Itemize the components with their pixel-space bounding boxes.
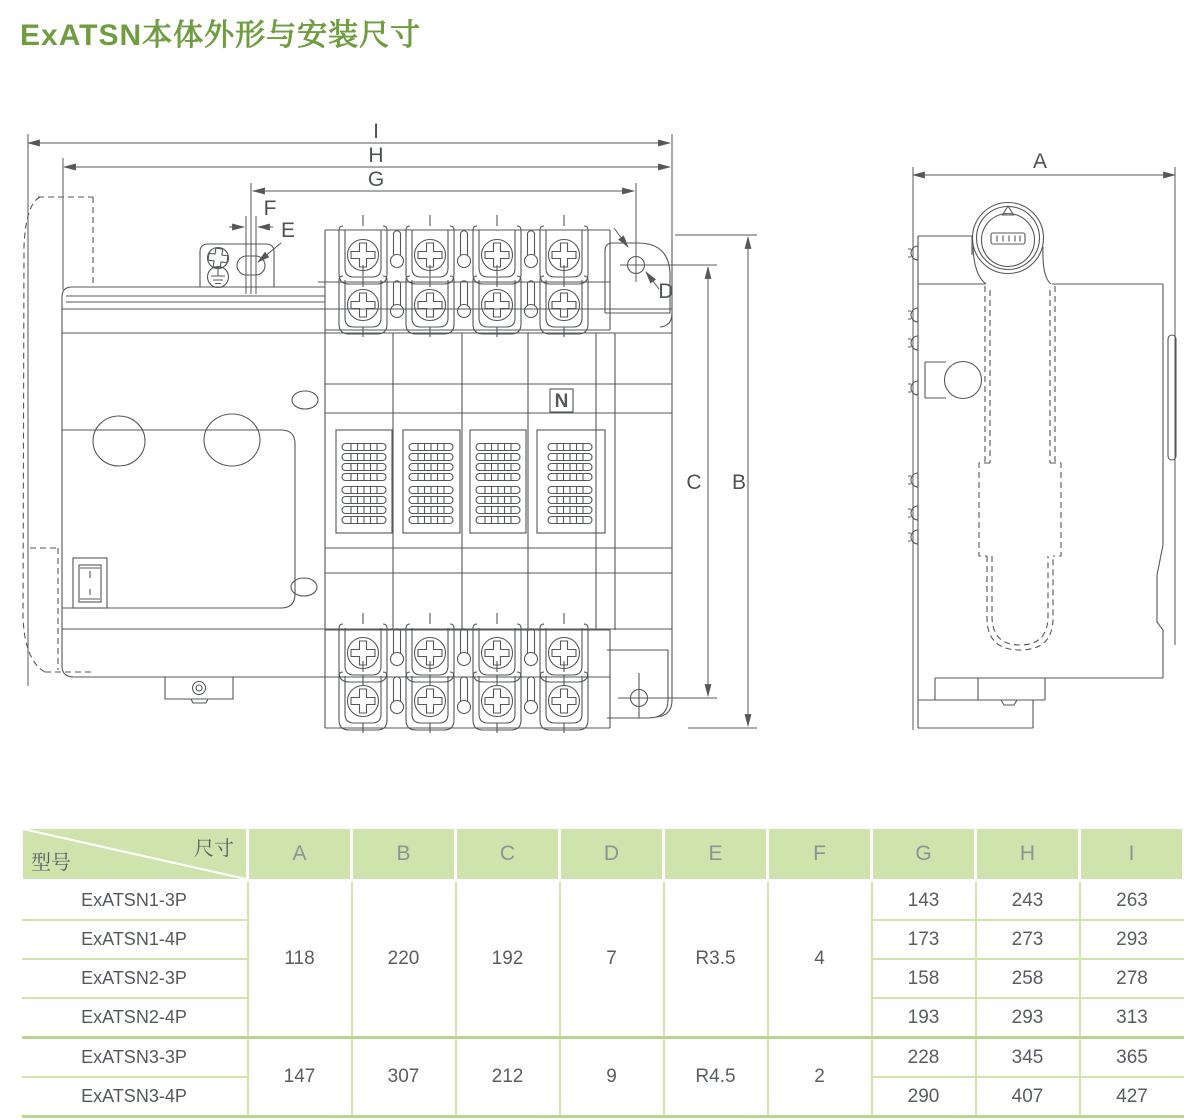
col-header-e: E [664,828,768,881]
group2-d: 9 [560,1038,664,1117]
value-i: 263 [1080,881,1184,921]
model-name: ExATSN3-4P [22,1077,248,1117]
value-h: 345 [976,1038,1080,1078]
front-body-outline [62,230,672,728]
dim-label-b: B [731,471,747,494]
value-i: 313 [1080,998,1184,1038]
table-corner-cell [22,828,248,881]
group1-b: 220 [352,881,456,1038]
group2-f: 2 [768,1038,872,1117]
bottom-right-mounting-tab [607,650,668,718]
value-g: 193 [872,998,976,1038]
model-name: ExATSN2-4P [22,998,248,1038]
side-view-drawing [890,140,1200,750]
value-h: 243 [976,881,1080,921]
front-panel-features [62,389,573,608]
page-title: ExATSN本体外形与安装尺寸 [20,19,422,52]
table-row [22,1038,1184,1078]
model-name: ExATSN3-3P [22,1038,248,1078]
side-body-outline [918,236,1176,728]
dim-label-i: I [373,120,379,143]
table-row [22,881,1184,921]
col-header-b: B [352,828,456,881]
top-terminal-block [318,215,610,337]
value-i: 278 [1080,959,1184,998]
group1-a: 118 [248,881,352,1038]
value-g: 173 [872,920,976,959]
group1-f: 4 [768,881,872,1038]
value-h: 258 [976,959,1080,998]
dim-label-c: C [686,471,702,494]
col-header-d: D [560,828,664,881]
group2-c: 212 [456,1038,560,1117]
dim-label-a: A [1032,150,1048,173]
rotary-knob [973,203,1052,285]
n-pole-marker: N [554,391,569,412]
value-g: 158 [872,959,976,998]
col-header-i: I [1080,828,1184,881]
side-dimension-lines [913,167,1175,730]
value-g: 228 [872,1038,976,1078]
model-name: ExATSN1-3P [22,881,248,921]
top-left-mounting-tab [200,244,274,288]
group1-d: 7 [560,881,664,1038]
value-g: 290 [872,1077,976,1117]
col-header-f: F [768,828,872,881]
dim-label-h: H [368,144,384,167]
side-bottom-foot [978,678,1045,705]
dim-label-g: G [367,168,385,191]
group2-b: 307 [352,1038,456,1117]
value-h: 407 [976,1077,1080,1117]
handle-slot-dashed [979,286,1061,650]
bottom-foot-tab [165,677,233,703]
dim-label-d: D [658,280,674,303]
bottom-terminal-block [318,613,610,733]
value-h: 273 [976,920,1080,959]
label-plate [62,430,295,608]
dim-label-e: E [280,219,296,242]
group1-e: R3.5 [664,881,768,1038]
value-h: 293 [976,998,1080,1038]
group2-a: 147 [248,1038,352,1117]
dim-label-f: F [263,197,277,220]
vent-grilles [336,430,605,533]
value-i: 427 [1080,1077,1184,1117]
group1-c: 192 [456,881,560,1038]
group2-e: R4.5 [664,1038,768,1117]
dimension-table [20,826,1185,1118]
corner-label-model: 型号 [31,852,71,874]
model-name: ExATSN1-4P [22,920,248,959]
model-name: ExATSN2-3P [22,959,248,998]
side-attachment-dashed-outline [23,197,93,672]
toggle-switch [73,558,107,608]
col-header-h: H [976,828,1080,881]
front-view-drawing [10,110,780,800]
value-i: 293 [1080,920,1184,959]
table-header-row [22,828,1184,881]
col-header-g: G [872,828,976,881]
value-i: 365 [1080,1038,1184,1078]
col-header-c: C [456,828,560,881]
value-g: 143 [872,881,976,921]
cylinder-boss [925,362,982,399]
col-header-a: A [248,828,352,881]
corner-label-dimension: 尺寸 [194,838,234,860]
